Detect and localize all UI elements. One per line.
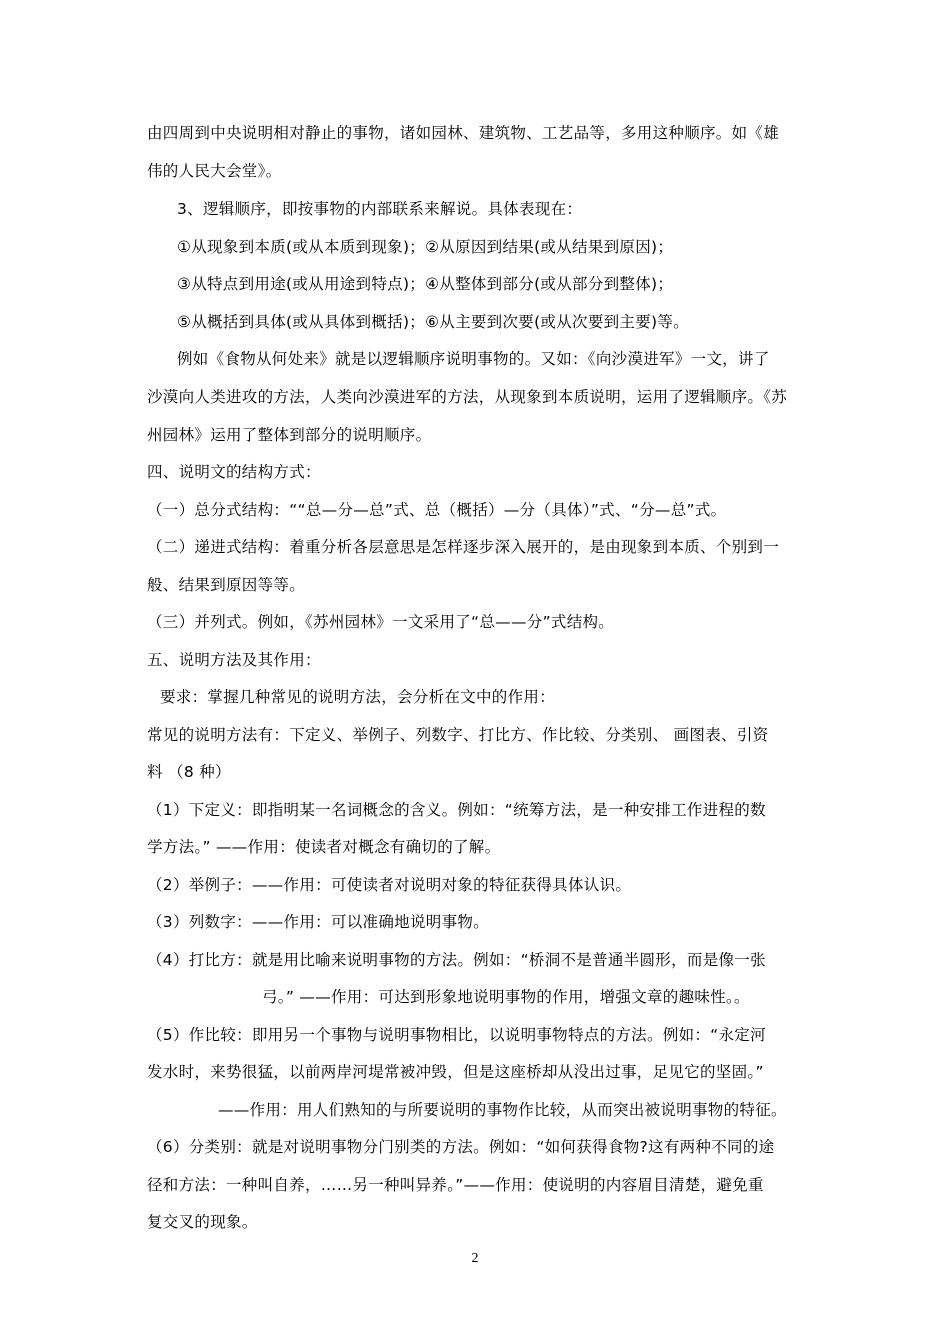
text-line: （2）举例子：——作用：可使读者对说明对象的特征获得具体认识。 bbox=[147, 876, 632, 894]
text-line: ⑤从概括到具体(或从具体到概括)；⑥从主要到次要(或从次要到主要)等。 bbox=[177, 313, 689, 331]
text-line: 学方法。” ——作用：使读者对概念有确切的了解。 bbox=[147, 838, 501, 856]
text-line: ——作用：用人们熟知的与所要说明的事物作比较，从而突出被说明事物的特征。 bbox=[218, 1101, 787, 1119]
text-line: 复交叉的现象。 bbox=[147, 1213, 258, 1231]
text-line: 常见的说明方法有：下定义、举例子、列数字、打比方、作比较、分类别、 画图表、引资 bbox=[147, 726, 769, 744]
text-line: （二）递进式结构：着重分析各层意思是怎样逐步深入展开的，是由现象到本质、个别到一 bbox=[147, 538, 780, 556]
text-line: （6）分类别：就是对说明事物分门别类的方法。例如：“如何获得食物?这有两种不同的途 bbox=[147, 1138, 775, 1156]
text-line: 发水时，来势很猛，以前两岸河堤常被冲毁，但是这座桥却从没出过事，足见它的坚固。” bbox=[147, 1063, 764, 1081]
text-line: （三）并列式。例如，《苏州园林》一文采用了“总——分”式结构。 bbox=[147, 613, 615, 631]
text-line: （3）列数字：——作用：可以准确地说明事物。 bbox=[147, 913, 489, 931]
section-heading: 五、说明方法及其作用： bbox=[147, 651, 321, 669]
text-line: 伟的人民大会堂》。 bbox=[147, 162, 282, 180]
text-line: 要求：掌握几种常见的说明方法，会分析在文中的作用： bbox=[160, 688, 556, 706]
text-line: 沙漠向人类进攻的方法，人类向沙漠进军的方法，从现象到本质说明，运用了逻辑顺序。《苏 bbox=[147, 388, 788, 406]
text-line: 料 （8 种） bbox=[147, 763, 231, 781]
page-number: 2 bbox=[471, 1251, 479, 1266]
text-line: 例如《食物从何处来》就是以逻辑顺序说明事物的。又如：《向沙漠进军》一文，讲了 bbox=[177, 350, 770, 368]
section-heading: 四、说明文的结构方式： bbox=[147, 463, 321, 481]
text-line: 3、逻辑顺序，即按事物的内部联系来解说。具体表现在： bbox=[177, 200, 583, 218]
text-line: （一）总分式结构：““总—分—总”式、总（概括）—分（具体）”式、“分—总”式。 bbox=[147, 501, 727, 519]
text-line: （5）作比较：即用另一个事物与说明事物相比，以说明事物特点的方法。例如：“永定河 bbox=[147, 1026, 766, 1044]
text-line: （4）打比方：就是用比喻来说明事物的方法。例如：“桥洞不是普通半圆形，而是像一张 bbox=[147, 951, 766, 969]
text-line: ①从现象到本质(或从本质到现象)；②从原因到结果(或从结果到原因)； bbox=[177, 238, 674, 256]
text-line: 弓。” ——作用：可达到形象地说明事物的作用，增强文章的趣味性。。 bbox=[262, 988, 750, 1006]
text-line: 径和方法：一种叫自养，……另一种叫异养。”——作用：使说明的内容眉目清楚，避免重 bbox=[147, 1176, 764, 1194]
text-line: （1）下定义：即指明某一名词概念的含义。例如：“统筹方法，是一种安排工作进程的数 bbox=[147, 801, 766, 819]
text-line: 由四周到中央说明相对静止的事物，诸如园林、建筑物、工艺品等，多用这种顺序。如《雄 bbox=[147, 124, 780, 142]
text-line: 般、结果到原因等等。 bbox=[147, 576, 306, 594]
text-line: 州园林》运用了整体到部分的说明顺序。 bbox=[147, 426, 432, 444]
text-line: ③从特点到用途(或从用途到特点)；④从整体到部分(或从部分到整体)； bbox=[177, 275, 674, 293]
